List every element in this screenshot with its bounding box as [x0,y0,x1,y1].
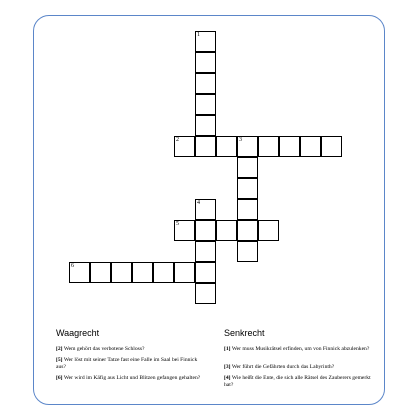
grid-cell[interactable] [237,199,258,220]
across-clue [56,346,206,353]
grid-cell[interactable] [195,115,216,136]
clue-number: 6 [71,263,74,269]
grid-cell[interactable] [90,262,111,283]
grid-cell[interactable] [195,94,216,115]
grid-cell[interactable] [258,220,279,241]
grid-cell[interactable] [195,31,216,52]
clue-text: Wer muss Musikrätsel erfinden, um von Finnick abzulenken? [231,346,370,352]
grid-cell[interactable] [195,199,216,220]
grid-cell[interactable] [216,220,237,241]
clue-tag: [1] [224,346,231,352]
grid-cell[interactable] [195,262,216,283]
clue-number: 2 [176,137,179,143]
across-clue [56,357,208,370]
grid-cell[interactable] [195,73,216,94]
grid-cell[interactable] [174,136,195,157]
clue-number: 3 [239,137,242,143]
clue-text: Wem gehört das verbotene Schloss? [63,346,145,352]
grid-cell[interactable] [153,262,174,283]
grid-cell[interactable] [195,136,216,157]
grid-cell[interactable] [216,136,237,157]
across-clue [56,375,204,382]
grid-cell[interactable] [195,220,216,241]
grid-cell[interactable] [237,157,258,178]
down-clue [224,346,372,353]
grid-cell[interactable] [195,241,216,262]
clue-tag: [2] [56,346,63,352]
across-heading: Waagrecht [56,328,100,338]
clue-text: Wer wird im Käfig aus Licht und Blitzen gefangen gehalten? [63,375,201,381]
clue-tag: [6] [56,375,63,381]
grid-cell[interactable] [195,283,216,304]
clue-number: 5 [176,221,179,227]
grid-cell[interactable] [132,262,153,283]
grid-cell[interactable] [174,262,195,283]
grid-cell[interactable] [237,136,258,157]
clue-text: Wer führt die Gefährten durch das Labyrinth? [231,364,335,370]
clue-text: Wer löst mit seiner Tatze fast eine Falle im Saal bei Finnick aus? [56,357,198,370]
down-heading: Senkrecht [224,328,265,338]
clue-text: Wie heißt die Ente, die sich alle Rätsel des Zauberers gemerkt hat? [224,375,371,388]
clue-number: 1 [197,32,200,38]
grid-cell[interactable] [237,220,258,241]
grid-cell[interactable] [195,52,216,73]
grid-cell[interactable] [174,220,195,241]
grid-cell[interactable] [321,136,342,157]
clue-tag: [3] [224,364,231,370]
grid-cell[interactable] [111,262,132,283]
clue-tag: [5] [56,357,63,363]
down-clue [224,364,372,371]
clue-tag: [4] [224,375,231,381]
grid-cell[interactable] [300,136,321,157]
down-clue [224,375,372,388]
grid-cell[interactable] [279,136,300,157]
clue-number: 4 [197,200,200,206]
grid-cell[interactable] [69,262,90,283]
grid-cell[interactable] [237,241,258,262]
grid-cell[interactable] [237,178,258,199]
grid-cell[interactable] [258,136,279,157]
